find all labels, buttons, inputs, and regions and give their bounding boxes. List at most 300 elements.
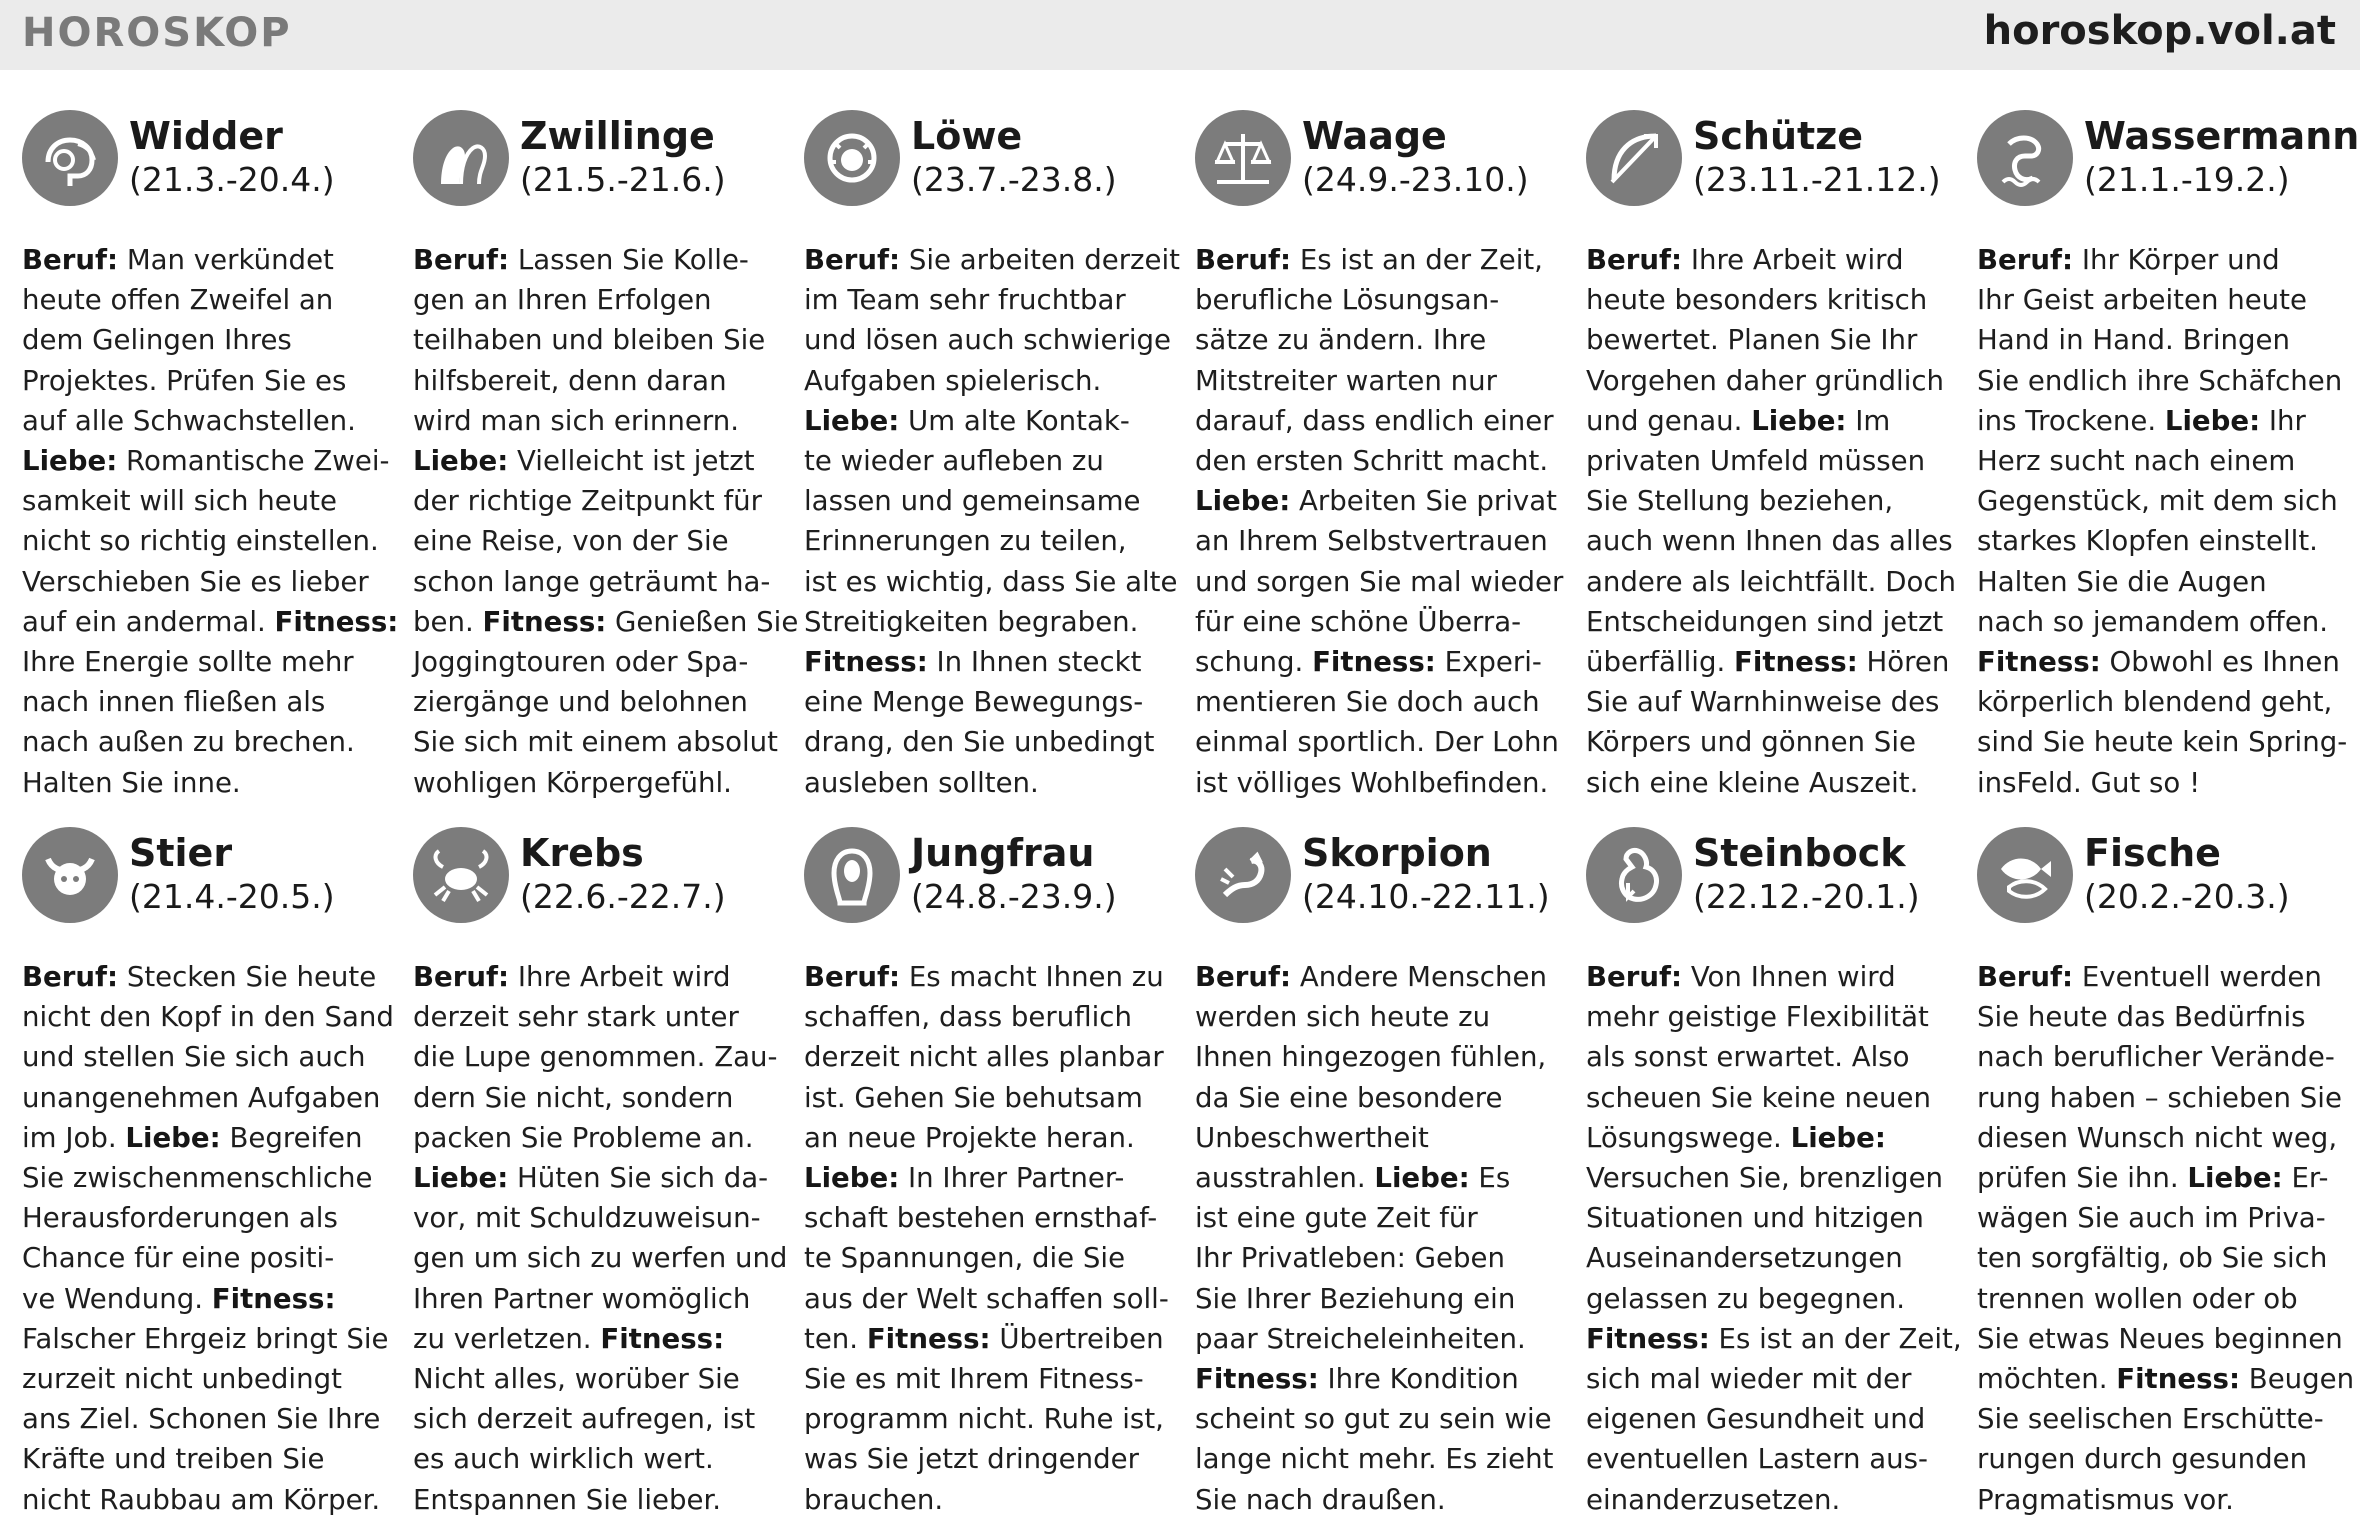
text-run: Romantische Zwei- [117,444,390,478]
text-run: Sie Ihrer Beziehung ein [1195,1281,1516,1315]
text-line [1586,1439,1956,1479]
text-run: lassen und gemeinsame [804,484,1141,518]
text-line [804,1198,1174,1238]
text-line [804,521,1174,561]
text-run: Es macht Ihnen zu [900,960,1164,993]
text-run: ausstrahlen. [1195,1161,1375,1195]
text-run: Sie endlich ihre Schäfchen [1977,363,2343,397]
text-run: Auseinandersetzungen [1586,1241,1903,1275]
text-line [1195,1399,1565,1439]
text-line [1195,481,1565,521]
text-run: nicht so richtig einstellen. [22,524,379,558]
text-run: ausleben sollten. [804,765,1039,799]
text-run: Verschieben Sie es lieber [22,564,369,598]
text-line [1586,280,1956,320]
sign-text [1195,240,1565,803]
text-run: einmal sportlich. Der Lohn [1195,725,1559,759]
text-run: mentieren Sie doch auch [1195,685,1540,719]
text-run: Mitstreiter warten nur [1195,363,1497,397]
text-line [1195,1238,1565,1278]
sign-text [804,240,1180,803]
text-run: Sie zwischenmenschliche [22,1161,373,1195]
section-label: Liebe: [22,444,118,478]
text-run: nicht den Kopf in den Sand [22,1000,394,1034]
text-line [22,1118,392,1158]
text-run: darauf, dass endlich einer [1195,403,1554,437]
text-line [413,763,783,803]
text-line [1195,997,1565,1037]
text-line [804,481,1174,521]
section-label: Liebe: [2164,403,2261,437]
text-run: Projektes. Prüfen Sie es [22,363,347,397]
text-line [413,957,783,997]
fish-icon [1977,827,2073,923]
text-run: Es ist an der Zeit, [1709,1321,1962,1355]
text-run: hilfsbereit, denn daran [413,363,727,397]
text-run: überfällig. [1586,645,1735,679]
text-run: die Lupe genommen. Zau- [413,1040,778,1074]
text-run: Sie arbeiten derzeit [900,243,1180,276]
text-line [1586,722,1956,762]
text-run: und genau. [1586,403,1752,437]
section-label: Liebe: [125,1120,221,1154]
text-line [804,240,1180,280]
sign-name: Löwe [911,114,1023,158]
text-line [1977,722,2347,762]
section-label: Fitness: [482,604,607,638]
text-run: Lösungswege. [1586,1120,1791,1154]
text-run: Chance für eine positi- [22,1241,335,1275]
text-line [1977,1279,2347,1319]
text-run: zu verletzen. [413,1321,601,1355]
text-line [413,602,799,642]
sign-header [413,825,783,937]
archer-icon [1586,110,1682,206]
text-run: schon lange geträumt ha- [413,564,771,598]
text-run: Unbeschwertheit [1195,1120,1429,1154]
text-line [22,763,392,803]
text-line [1195,562,1565,602]
text-line [1586,642,1956,682]
text-run: prüfen Sie ihn. [1977,1161,2188,1195]
text-line [1586,521,1956,561]
text-line [1195,957,1565,997]
sign-card-schütze [1586,108,1956,808]
text-run: Hüten Sie sich da- [508,1161,769,1195]
text-line [804,280,1174,320]
text-run: Übertreiben [990,1321,1164,1355]
text-run: aus der Welt schaffen soll- [804,1281,1169,1315]
sign-header [22,108,392,220]
text-line [413,1037,783,1077]
section-label: Liebe: [1374,1161,1470,1195]
text-line [804,642,1174,682]
text-run: Versuchen Sie, brenzligen [1586,1161,1944,1195]
text-line [1586,763,1956,803]
text-line [1586,1480,1956,1520]
text-run: Ihr Körper und [2073,243,2280,276]
header-bar [0,0,2360,70]
text-line [804,602,1174,642]
text-line [22,1037,392,1077]
text-run: und sorgen Sie mal wieder [1195,564,1564,598]
text-line [413,1198,783,1238]
text-run: Gegenstück, mit dem sich [1977,484,2338,518]
text-run: packen Sie Probleme an. [413,1120,754,1154]
text-line [1195,240,1565,280]
section-label: Beruf: [1586,243,1683,276]
text-line [1195,361,1565,401]
text-line [1977,1319,2347,1359]
section-label: Fitness: [1312,645,1436,679]
text-run: In Ihnen steckt [927,645,1142,679]
crab-icon [413,827,509,923]
text-line [1586,1359,1956,1399]
section-label: Liebe: [804,1161,900,1195]
text-run: ist völliges Wohlbefinden. [1195,765,1549,799]
text-run: ten sorgfältig, ob Sie sich [1977,1241,2328,1275]
text-line [413,1359,783,1399]
text-run: auf alle Schwachstellen. [22,403,356,437]
text-run: es auch wirklich wert. [413,1442,714,1476]
text-run: für eine schöne Überra- [1195,604,1522,638]
text-line [1195,1319,1565,1359]
text-run: der richtige Zeitpunkt für [413,484,763,518]
text-line [22,280,392,320]
text-run: Ihr Geist arbeiten heute [1977,283,2307,317]
sign-name: Stier [129,831,233,875]
text-run: sind Sie heute kein Spring- [1977,725,2348,759]
section-label: Liebe: [1790,1120,1886,1154]
text-line [22,642,392,682]
sign-header [1586,825,1956,937]
text-line [22,1078,392,1118]
text-line [413,997,783,1037]
text-line [413,320,783,360]
sign-header [1195,108,1565,220]
text-line [22,320,392,360]
text-run: rungen durch gesunden [1977,1442,2308,1476]
section-label: Fitness: [211,1281,336,1315]
text-run: Sie sich mit einem absolut [413,725,778,759]
section-label: Beruf: [804,960,901,993]
text-run: nach so jemandem offen. [1977,604,2329,638]
sign-header [1977,825,2347,937]
text-run: andere als leichtfällt. Doch [1586,564,1956,598]
text-line [1195,280,1565,320]
text-line [1195,642,1565,682]
text-run: Ihren Partner womöglich [413,1281,751,1315]
text-run: Andere Menschen [1291,960,1547,993]
text-line [1977,1158,2347,1198]
sign-text [22,957,392,1520]
section-label: Fitness: [600,1321,725,1355]
text-run: gen um sich zu werfen und [413,1241,788,1275]
section-label: Beruf: [1586,960,1683,993]
site-url[interactable]: horoskop.vol.at [1983,8,2336,54]
text-line [1977,1118,2347,1158]
sign-card-widder [22,108,399,808]
sign-name: Fische [2084,831,2221,875]
sign-card-fische [1977,825,2355,1525]
sign-header [22,825,392,937]
section-label: Fitness: [2116,1362,2240,1396]
text-run: Begreifen [220,1120,363,1154]
text-run: Genießen Sie [606,604,799,638]
text-run: ist es wichtig, dass Sie alte [804,564,1178,598]
text-run: Sie seelischen Erschütte- [1977,1402,2324,1436]
text-line [1586,441,1956,481]
text-line [22,1279,392,1319]
sign-dates: (21.1.-19.2.) [2084,160,2290,199]
text-line [22,1158,392,1198]
sign-card-jungfrau [804,825,1174,1525]
text-run: berufliche Lösungsan- [1195,283,1500,317]
text-line [1195,1037,1565,1077]
section-label: Fitness: [804,645,928,679]
sign-card-zwillinge [413,108,799,808]
text-line [22,521,392,561]
text-run: nach beruflicher Verände- [1977,1040,2335,1074]
text-run: mehr geistige Flexibilität [1586,1000,1929,1034]
text-line [1977,957,2347,997]
text-line [1977,1439,2347,1479]
text-line [413,1399,783,1439]
sign-dates: (21.4.-20.5.) [129,877,335,916]
text-run: Falscher Ehrgeiz bringt Sie [22,1321,389,1355]
text-run: samkeit will sich heute [22,484,337,518]
text-run: eigenen Gesundheit und [1586,1402,1926,1436]
text-run: Pragmatismus vor. [1977,1482,2234,1516]
text-run: Erinnerungen zu teilen, [804,524,1127,558]
sign-text [22,240,399,803]
sign-dates: (24.10.-22.11.) [1302,877,1550,916]
text-run: Vorgehen daher gründlich [1586,363,1945,397]
text-line [1977,1238,2347,1278]
text-line [1977,401,2347,441]
text-line [1977,1480,2347,1520]
text-line [1195,602,1565,642]
text-run: eventuellen Lastern aus- [1586,1442,1928,1476]
text-run: ten. [804,1321,867,1355]
maiden-icon [804,827,900,923]
section-label: Fitness: [1195,1362,1319,1396]
text-line [22,602,399,642]
text-run: möchten. [1977,1362,2117,1396]
text-run: Entspannen Sie lieber. [413,1482,722,1516]
text-line [1977,361,2347,401]
text-line [1195,1439,1565,1479]
section-label: Liebe: [413,444,509,478]
section-label: Beruf: [413,960,510,993]
section-label: Beruf: [1195,243,1292,276]
bull-icon [22,827,118,923]
text-run: lange nicht mehr. Es zieht [1195,1442,1554,1476]
text-run: Um alte Kontak- [899,403,1130,437]
text-run: Ihr [2260,403,2306,437]
text-run: Sie auf Warnhinweise des [1586,685,1940,719]
text-line [413,562,783,602]
sign-card-löwe [804,108,1180,808]
text-line [804,320,1174,360]
text-line [1195,521,1565,561]
text-line [22,1439,392,1479]
text-line [804,1078,1174,1118]
text-run: gelassen zu begegnen. [1586,1281,1906,1315]
sign-text [1977,957,2355,1520]
text-line [413,481,783,521]
text-run: eine Reise, von der Sie [413,524,729,558]
text-run: Arbeiten Sie privat [1290,484,1557,518]
text-line [804,722,1174,762]
text-run: Hand in Hand. Bringen [1977,323,2290,357]
text-line [804,997,1174,1037]
text-run: derzeit nicht alles planbar [804,1040,1164,1074]
text-run: scheint so gut zu sein wie [1195,1402,1552,1436]
text-run: Sie heute das Bedürfnis [1977,1000,2306,1034]
text-line [1195,1158,1565,1198]
text-line [22,481,392,521]
scales-icon [1195,110,1291,206]
text-line [1586,320,1956,360]
text-line [1977,521,2347,561]
text-line [1195,441,1565,481]
text-run: Es ist an der Zeit, [1291,243,1543,276]
text-line [413,240,783,280]
text-line [413,682,783,722]
text-line [804,1118,1174,1158]
text-line [22,682,392,722]
text-run: brauchen. [804,1482,944,1516]
section-label: Beruf: [1977,243,2074,276]
text-run: Situationen und hitzigen [1586,1201,1924,1235]
text-line [804,401,1174,441]
text-run: Nicht alles, worüber Sie [413,1362,740,1396]
text-run: diesen Wunsch nicht weg, [1977,1120,2338,1154]
text-run: ist eine gute Zeit für [1195,1201,1478,1235]
text-line [804,1037,1174,1077]
text-line [1195,320,1565,360]
sign-name: Skorpion [1302,831,1492,875]
text-run: Sie etwas Neues beginnen [1977,1321,2343,1355]
text-run: Obwohl es Ihnen [2100,645,2340,679]
sign-name: Steinbock [1693,831,1906,875]
sign-name: Widder [129,114,283,158]
text-line [413,1480,783,1520]
text-run: da Sie eine besondere [1195,1080,1503,1114]
sign-header [1977,108,2360,220]
sign-header [1586,108,1956,220]
sign-header [1195,825,1565,937]
text-run: Eventuell werden [2073,960,2322,993]
text-line [22,240,392,280]
sign-text [1586,957,1962,1520]
text-line [1977,997,2347,1037]
text-run: sätze zu ändern. Ihre [1195,323,1487,357]
text-run: trennen wollen oder ob [1977,1281,2298,1315]
text-line [1586,1279,1956,1319]
text-run: Vielleicht ist jetzt [508,444,755,478]
text-line [1586,997,1956,1037]
text-run: Halten Sie die Augen [1977,564,2267,598]
text-line [22,562,392,602]
text-run: Hören [1857,645,1950,679]
text-run: Sie nach draußen. [1195,1482,1446,1516]
text-run: te Spannungen, die Sie [804,1241,1126,1275]
text-line [804,682,1174,722]
sign-dates: (21.5.-21.6.) [520,160,726,199]
text-run: Körpers und gönnen Sie [1586,725,1916,759]
text-line [413,1439,783,1479]
text-line [804,1439,1174,1479]
sign-text [1195,957,1565,1520]
text-run: schung. [1195,645,1313,679]
text-line [1586,240,1956,280]
text-run: an neue Projekte heran. [804,1120,1135,1154]
text-line [22,1399,392,1439]
text-line [22,1480,392,1520]
text-line [413,1319,783,1359]
text-run: körperlich blendend geht, [1977,685,2333,719]
text-line [413,521,783,561]
text-run: sich derzeit aufregen, ist [413,1402,756,1436]
text-run: wohligen Körpergefühl. [413,765,732,799]
text-line [804,361,1174,401]
text-line [1195,1279,1565,1319]
text-run: den ersten Schritt macht. [1195,444,1549,478]
text-run: auch wenn Ihnen das alles [1586,524,1953,558]
text-run: Von Ihnen wird [1682,960,1896,993]
text-run: Sie Stellung beziehen, [1586,484,1894,518]
section-label: Liebe: [1195,484,1291,518]
section-label: Fitness: [1977,645,2101,679]
text-run: Er- [2282,1161,2329,1195]
text-run: ins Trockene. [1977,403,2165,437]
text-line [1586,1078,1956,1118]
text-run: nach außen zu brechen. [22,725,355,759]
sign-text [1586,240,1956,803]
text-line [413,1279,783,1319]
text-line [804,1238,1174,1278]
text-line [22,722,392,762]
horoscope-grid [22,108,2360,1525]
text-run: einanderzusetzen. [1586,1482,1841,1516]
text-run: Herausforderungen als [22,1201,338,1235]
lion-icon [804,110,900,206]
text-line [1977,1078,2347,1118]
text-run: nicht Raubbau am Körper. [22,1482,381,1516]
text-line [1586,361,1956,401]
text-line [1586,602,1956,642]
sign-name: Waage [1302,114,1447,158]
text-line [413,441,783,481]
text-run: Ihre Energie sollte mehr [22,645,354,679]
text-run: Stecken Sie heute [118,960,377,993]
text-line [1195,763,1565,803]
text-line [1586,682,1956,722]
sign-dates: (22.12.-20.1.) [1693,877,1920,916]
text-line [804,957,1174,997]
text-run: bewertet. Planen Sie Ihr [1586,323,1918,357]
text-run: Beugen [2240,1362,2355,1396]
text-line [1195,1198,1565,1238]
water-bearer-icon [1977,110,2073,206]
text-line [804,763,1174,803]
text-run: als sonst erwartet. Also [1586,1040,1910,1074]
text-line [1586,401,1956,441]
text-line [804,1158,1174,1198]
text-line [1586,1158,1956,1198]
